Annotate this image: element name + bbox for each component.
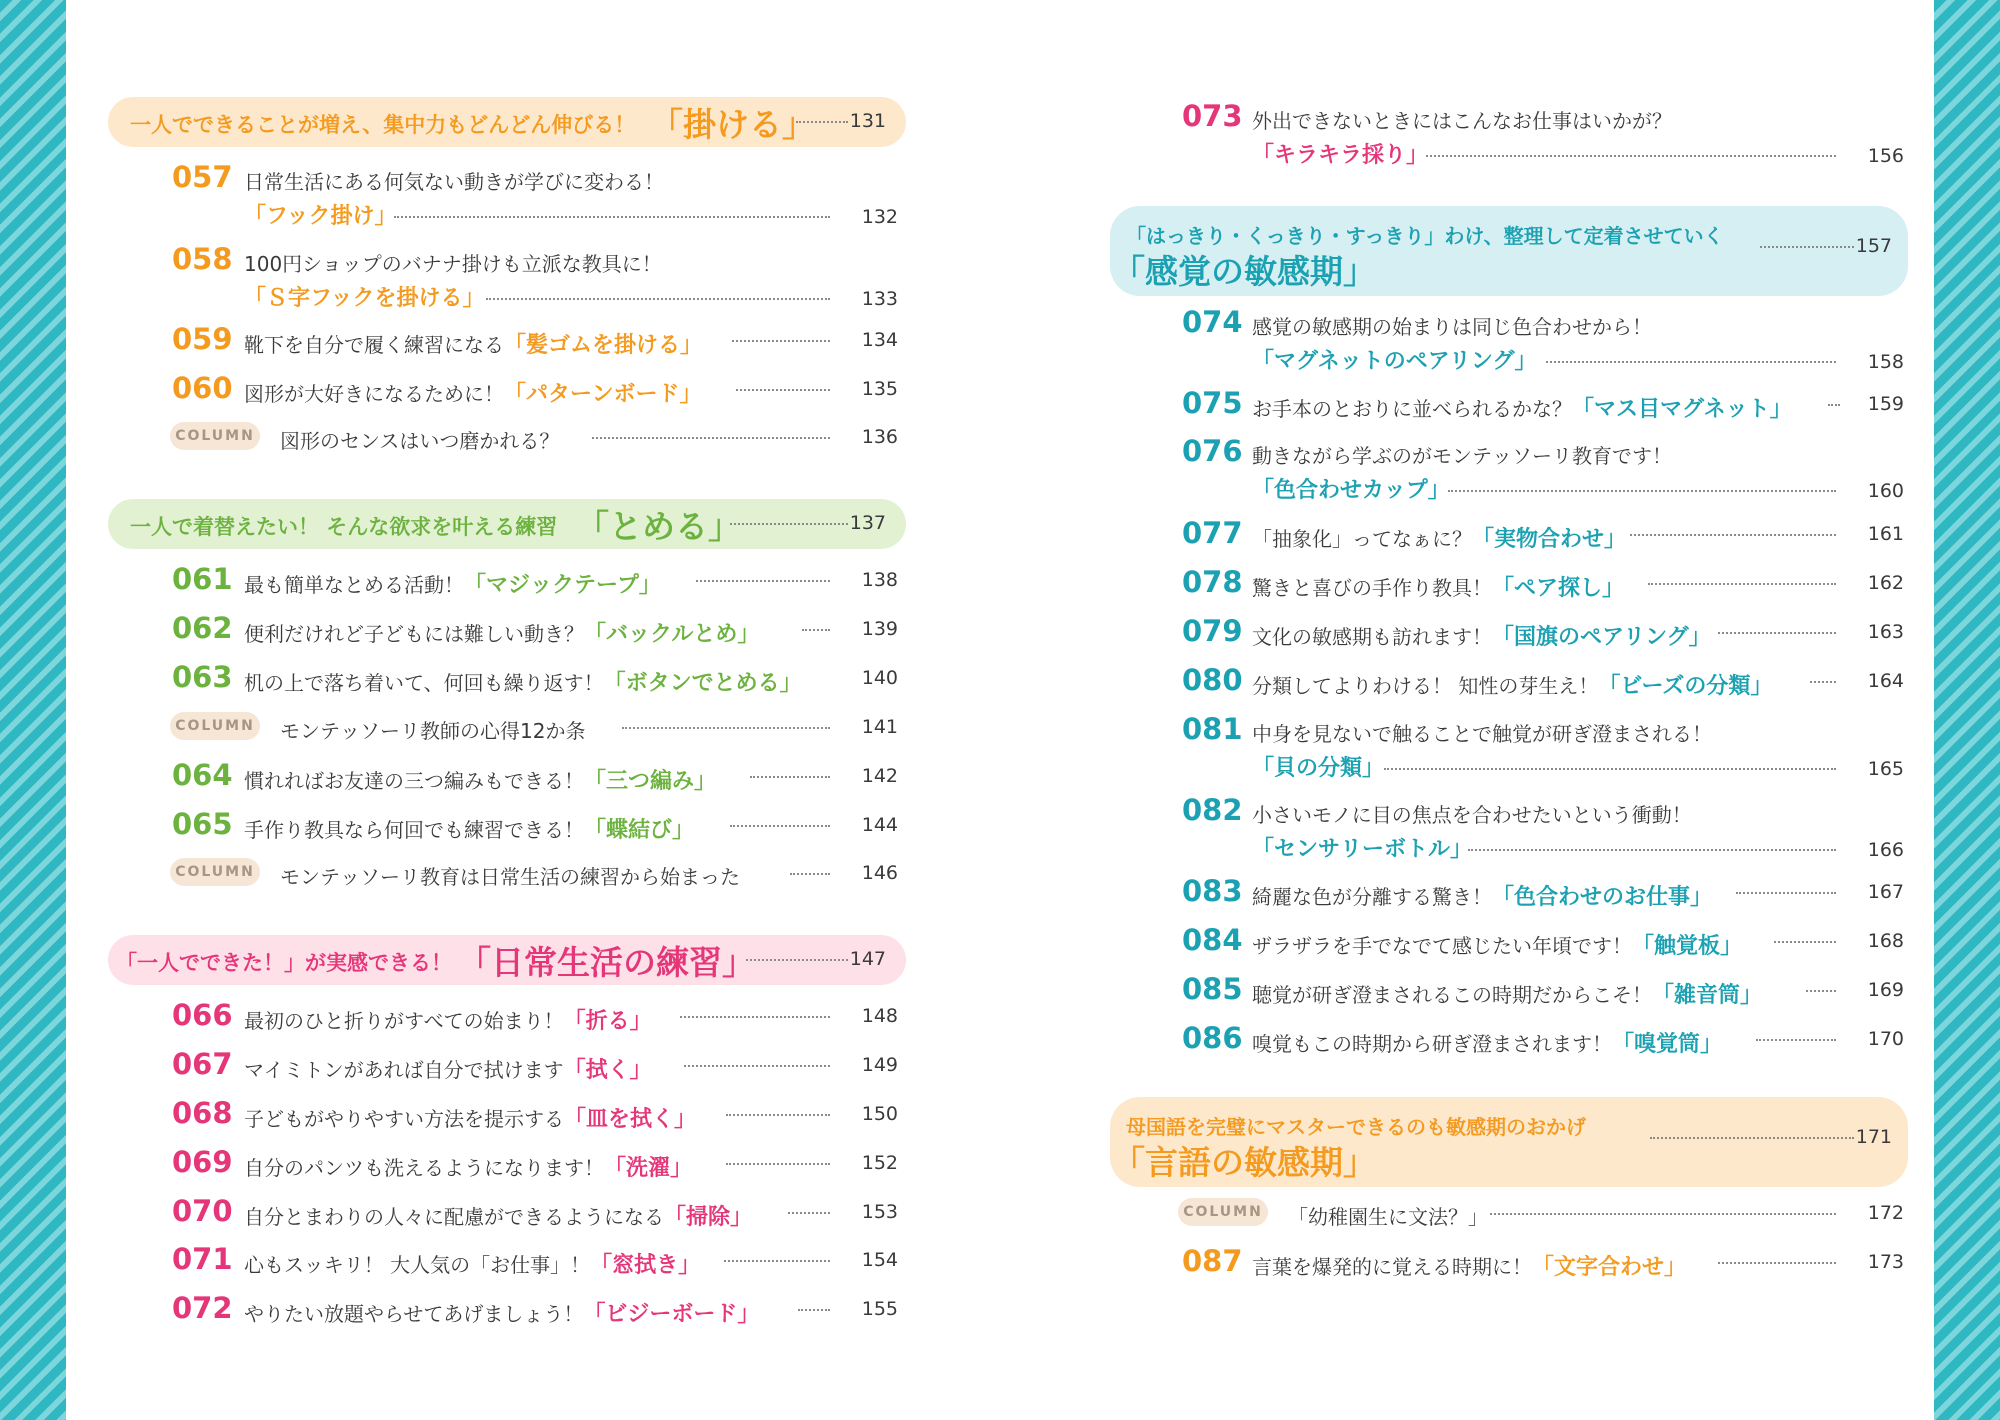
entry-description	[244, 377, 702, 408]
entry-highlight: 「キラキラ採り」	[1252, 143, 1429, 168]
section-header-kakeru[interactable]	[108, 97, 906, 147]
page-number: 164	[1867, 670, 1904, 692]
entry-number: 058	[172, 242, 233, 276]
entry-number: 078	[1182, 565, 1243, 599]
entry-number: 062	[172, 611, 233, 645]
toc-entry-059[interactable]	[108, 322, 908, 358]
dot-leader	[1426, 155, 1836, 157]
dot-leader	[736, 389, 830, 391]
entry-description: 中身を見ないで触ることで触覚が研ぎ澄まされる！	[1252, 722, 1712, 746]
entry-number: 065	[172, 807, 233, 841]
page-number: 148	[861, 1005, 898, 1027]
dot-leader	[732, 340, 830, 342]
entry-number: 086	[1182, 1021, 1243, 1055]
section-subtitle: 一人でできることが増え、集中力もどんどん伸びる！	[130, 113, 636, 137]
entry-number: 066	[172, 998, 233, 1032]
page-number: 154	[861, 1249, 898, 1271]
entry-description: 「幼稚園生に文法？」	[1288, 1205, 1488, 1229]
page-number: 152	[861, 1152, 898, 1174]
entry-number: 071	[172, 1242, 233, 1276]
page-number: 149	[861, 1054, 898, 1076]
entry-highlight: 「マグネットのペアリング」	[1252, 349, 1537, 374]
dot-leader	[696, 580, 830, 582]
entry-description: モンテッソーリ教師の心得12か条	[280, 719, 586, 743]
page-number: 162	[1867, 572, 1904, 594]
section-header-language[interactable]	[1110, 1097, 1908, 1187]
page-number: 171	[1855, 1126, 1892, 1148]
entry-description	[1252, 620, 1711, 651]
entry-text: やりたい放題やらせてあげましょう！	[244, 1302, 584, 1326]
entry-text: 最初のひと折りがすべての始まり！	[244, 1009, 564, 1033]
section-subtitle: 「一人でできた！」が実感できる！	[116, 951, 452, 975]
entry-number: 057	[172, 160, 233, 194]
entry-highlight: 「センサリーボトル」	[1252, 837, 1473, 862]
entry-number: 067	[172, 1047, 233, 1081]
dot-leader	[1650, 1137, 1854, 1139]
entry-text: 言葉を爆発的に覚える時期に！	[1252, 1255, 1532, 1279]
column-badge: COLUMN	[1178, 1198, 1268, 1226]
section-title: 「とめる」	[576, 507, 741, 546]
toc-entry-075[interactable]	[1114, 386, 1914, 422]
entry-description	[1252, 571, 1624, 602]
page-number: 134	[861, 329, 898, 351]
entry-number: 069	[172, 1145, 233, 1179]
toc-entry-078[interactable]	[1114, 565, 1914, 601]
dot-leader	[796, 121, 848, 123]
dot-leader	[684, 1065, 830, 1067]
dot-leader	[788, 1212, 830, 1214]
page-number: 140	[861, 667, 898, 689]
dot-leader	[746, 959, 848, 961]
entry-text: 分類してよりわける！ 知性の芽生え！	[1252, 674, 1599, 698]
entry-text: 図形が大好きになるために！	[244, 382, 504, 406]
entry-highlight: 「洗濯」	[604, 1156, 693, 1181]
dot-leader	[1718, 632, 1836, 634]
dot-leader	[486, 298, 830, 300]
dot-leader	[1384, 768, 1836, 770]
section-header-tomeru[interactable]	[108, 499, 906, 549]
toc-entry-060[interactable]	[108, 371, 908, 407]
entry-highlight: 「ペア探し」	[1492, 576, 1625, 601]
entry-highlight: 「蝶結び」	[584, 818, 695, 843]
dot-leader	[394, 216, 830, 218]
entry-text: マイミトンがあれば自分で拭けます	[244, 1058, 564, 1082]
toc-entry-081[interactable]	[1114, 712, 1914, 781]
page-number: 131	[849, 110, 886, 132]
toc-entry-058[interactable]	[108, 242, 908, 311]
page-number: 141	[861, 716, 898, 738]
entry-number: 060	[172, 371, 233, 405]
entry-description: 動きながら学ぶのがモンテッソーリ教育です！	[1252, 444, 1672, 468]
entry-number: 081	[1182, 712, 1243, 746]
entry-highlight: 「文字合わせ」	[1532, 1255, 1687, 1280]
toc-entry-084[interactable]	[1114, 923, 1914, 959]
toc-entry-057[interactable]	[108, 160, 908, 229]
entry-text: ザラザラを手でなでて感じたい年頃です！	[1252, 934, 1632, 958]
dot-leader	[1760, 246, 1854, 248]
dot-leader	[622, 727, 830, 729]
dot-leader	[1490, 1213, 1836, 1215]
entry-highlight: 「ビーズの分類」	[1598, 674, 1773, 699]
entry-text: 自分とまわりの人々に配慮ができるようになる	[244, 1205, 664, 1229]
entry-description	[1252, 522, 1626, 553]
column-badge: COLUMN	[170, 858, 260, 886]
toc-entry-082[interactable]	[1114, 793, 1914, 862]
page-number: 159	[1867, 393, 1904, 415]
entry-text: 机の上で落ち着いて、何回も繰り返す！	[244, 671, 604, 695]
entry-text: 嗅覚もこの時期から研ぎ澄まされます！	[1252, 1032, 1612, 1056]
dot-leader	[726, 1114, 830, 1116]
entry-highlight: 「マジックテープ」	[464, 573, 661, 598]
toc-entry-068[interactable]	[108, 1096, 908, 1132]
page-number: 137	[849, 512, 886, 534]
entry-description: 日常生活にある何気ない動きが学びに変わる！	[244, 170, 664, 194]
entry-highlight: 「拭く」	[563, 1058, 652, 1083]
dot-leader	[1774, 941, 1836, 943]
toc-entry-073[interactable]	[1114, 99, 1914, 168]
entry-description	[1252, 1027, 1722, 1058]
entry-text: 「抽象化」ってなぁに？	[1252, 527, 1472, 551]
entry-number: 070	[172, 1194, 233, 1228]
toc-entry-062[interactable]	[108, 611, 908, 647]
dot-leader	[802, 629, 830, 631]
toc-column-entry[interactable]	[108, 855, 908, 891]
entry-highlight: 「触覚板」	[1632, 934, 1743, 959]
dot-leader	[1806, 990, 1836, 992]
dot-leader	[592, 437, 830, 439]
page-number: 167	[1867, 881, 1904, 903]
page-number: 146	[861, 862, 898, 884]
entry-description	[1252, 1250, 1686, 1281]
entry-number: 080	[1182, 663, 1243, 697]
entry-description: 100円ショップのバナナ掛けも立派な教具に！	[244, 252, 662, 276]
column-badge: COLUMN	[170, 712, 260, 740]
entry-number: 074	[1182, 305, 1243, 339]
dot-leader	[1546, 361, 1836, 363]
column-badge: COLUMN	[170, 422, 260, 450]
entry-highlight: 「皿を拭く」	[564, 1107, 697, 1132]
entry-number: 077	[1182, 516, 1243, 550]
right-edge-stripe	[1934, 0, 2000, 1420]
toc-entry-085[interactable]	[1114, 972, 1914, 1008]
dot-leader	[798, 1309, 830, 1311]
entry-highlight: 「掃除」	[664, 1205, 753, 1230]
dot-leader	[730, 825, 830, 827]
entry-number: 072	[172, 1291, 233, 1325]
section-title: 「掛ける」	[650, 105, 815, 144]
entry-number: 063	[172, 660, 233, 694]
section-subtitle: 一人で着替えたい！ そんな欲求を叶える練習	[130, 515, 558, 539]
entry-text: 慣れればお友達の三つ編みもできる！	[244, 769, 584, 793]
entry-number: 059	[172, 322, 233, 356]
entry-highlight: 「色合わせカップ」	[1252, 478, 1450, 503]
entry-description	[1252, 880, 1712, 911]
entry-description	[244, 813, 694, 844]
entry-description	[244, 1004, 652, 1035]
page-number: 142	[861, 765, 898, 787]
section-subtitle: 「はっきり・くっきり・すっきり」わけ、整理して定着させていく	[1126, 224, 1724, 248]
entry-highlight: 「フック掛け」	[244, 204, 397, 229]
entry-highlight: 「パターンボード」	[504, 382, 702, 407]
entry-text: 便利だけれど子どもには難しい動き？	[244, 622, 584, 646]
page-number: 135	[861, 378, 898, 400]
toc-entry-070[interactable]	[108, 1194, 908, 1230]
dot-leader	[730, 523, 848, 525]
entry-description: モンテッソーリ教育は日常生活の練習から始まった	[280, 865, 740, 889]
entry-number: 083	[1182, 874, 1243, 908]
entry-text: 驚きと喜びの手作り教具！	[1252, 576, 1492, 600]
entry-highlight: 「折る」	[563, 1009, 652, 1034]
page-number: 138	[861, 569, 898, 591]
entry-highlight: 「嗅覚筒」	[1612, 1032, 1723, 1057]
entry-text: 文化の敏感期も訪れます！	[1252, 625, 1492, 649]
entry-description	[244, 1248, 700, 1279]
entry-number: 064	[172, 758, 233, 792]
entry-description	[244, 328, 702, 359]
dot-leader	[1828, 404, 1840, 406]
toc-entry-087[interactable]	[1114, 1244, 1914, 1280]
toc-entry-086[interactable]	[1114, 1021, 1914, 1057]
entry-number: 085	[1182, 972, 1243, 1006]
dot-leader	[726, 1163, 830, 1165]
dot-leader	[1718, 1262, 1836, 1264]
toc-entry-072[interactable]	[108, 1291, 908, 1327]
entry-highlight: 「Ｓ字フックを掛ける」	[244, 286, 485, 311]
entry-number: 068	[172, 1096, 233, 1130]
entry-description	[244, 764, 716, 795]
toc-column-entry[interactable]	[1114, 1195, 1914, 1231]
entry-highlight: 「バックルとめ」	[584, 622, 760, 647]
entry-number: 061	[172, 562, 233, 596]
section-title: 「言語の敏感期」	[1112, 1143, 1376, 1182]
toc-entry-067[interactable]	[108, 1047, 908, 1083]
entry-description	[244, 1200, 752, 1231]
entry-description	[244, 1102, 696, 1133]
entry-highlight: 「実物合わせ」	[1472, 527, 1627, 552]
entry-text: お手本のとおりに並べられるかな？	[1252, 397, 1572, 421]
entry-highlight: 「ビジーボード」	[583, 1302, 760, 1327]
entry-highlight: 「髪ゴムを掛ける」	[504, 333, 703, 358]
page-number: 156	[1867, 145, 1904, 167]
entry-number: 073	[1182, 99, 1243, 133]
page-number: 172	[1867, 1202, 1904, 1224]
toc-column-entry[interactable]	[108, 419, 908, 455]
entry-description	[244, 1297, 759, 1328]
entry-highlight: 「雑音筒」	[1652, 983, 1763, 1008]
entry-highlight: 「ボタンでとめる」	[603, 671, 802, 696]
toc-entry-083[interactable]	[1114, 874, 1914, 910]
page-number: 163	[1867, 621, 1904, 643]
section-title: 「日常生活の練習」	[458, 943, 755, 982]
dot-leader	[1630, 534, 1836, 536]
toc-entry-074[interactable]	[1114, 305, 1914, 374]
entry-description: 図形のセンスはいつ磨かれる？	[280, 429, 560, 453]
toc-entry-066[interactable]	[108, 998, 908, 1034]
entry-description: 小さいモノに目の焦点を合わせたいという衝動！	[1252, 803, 1692, 827]
page-number: 160	[1867, 480, 1904, 502]
entry-description	[244, 568, 661, 599]
dot-leader	[1448, 490, 1836, 492]
page-number: 166	[1867, 839, 1904, 861]
section-title: 「感覚の敏感期」	[1112, 252, 1376, 291]
entry-highlight: 「色合わせのお仕事」	[1492, 885, 1713, 910]
toc-column-entry[interactable]	[108, 709, 908, 745]
entry-number: 082	[1182, 793, 1243, 827]
entry-number: 079	[1182, 614, 1243, 648]
dot-leader	[680, 1016, 830, 1018]
page-number: 144	[861, 814, 898, 836]
toc-entry-064[interactable]	[108, 758, 908, 794]
entry-description	[1252, 669, 1772, 700]
dot-leader	[1736, 892, 1836, 894]
section-header-daily-life[interactable]	[108, 935, 906, 985]
entry-text: 聴覚が研ぎ澄まされるこの時期だからこそ！	[1252, 983, 1652, 1007]
section-header-sensory[interactable]	[1110, 206, 1908, 296]
dot-leader	[1648, 583, 1836, 585]
entry-description	[244, 1053, 652, 1084]
left-edge-stripe	[0, 0, 66, 1420]
dot-leader	[1468, 849, 1836, 851]
entry-text: 最も簡単なとめる活動！	[244, 573, 464, 597]
toc-entry-069[interactable]	[108, 1145, 908, 1181]
toc-entry-076[interactable]	[1114, 434, 1914, 503]
entry-text: 子どもがやりやすい方法を提示する	[244, 1107, 564, 1131]
entry-description	[1252, 929, 1742, 960]
entry-highlight: 「貝の分類」	[1252, 756, 1385, 781]
page-number: 155	[861, 1298, 898, 1320]
entry-description	[244, 617, 759, 648]
entry-highlight: 「マス目マグネット」	[1572, 397, 1792, 422]
page-number: 147	[849, 948, 886, 970]
page-number: 133	[861, 288, 898, 310]
toc-entry-071[interactable]	[108, 1242, 908, 1278]
page-number: 169	[1867, 979, 1904, 1001]
page-number: 132	[861, 206, 898, 228]
page-number: 165	[1867, 758, 1904, 780]
entry-description: 感覚の敏感期の始まりは同じ色合わせから！	[1252, 315, 1652, 339]
toc-entry-063[interactable]	[108, 660, 908, 696]
dot-leader	[1756, 1039, 1836, 1041]
entry-number: 076	[1182, 434, 1243, 468]
dot-leader	[790, 873, 830, 875]
page-number: 161	[1867, 523, 1904, 545]
entry-text: 心もスッキリ！ 大人気の「お仕事」！	[244, 1253, 591, 1277]
entry-description	[1252, 392, 1792, 423]
entry-highlight: 「窓拭き」	[590, 1253, 701, 1278]
entry-description	[244, 1151, 692, 1182]
page-number: 150	[861, 1103, 898, 1125]
page-number: 139	[861, 618, 898, 640]
page-number: 157	[1855, 235, 1892, 257]
entry-number: 087	[1182, 1244, 1243, 1278]
entry-description: 外出できないときにはこんなお仕事はいかが？	[1252, 109, 1672, 133]
entry-description	[244, 666, 802, 697]
toc-entry-061[interactable]	[108, 562, 908, 598]
toc-entry-065[interactable]	[108, 807, 908, 843]
page-number: 158	[1867, 351, 1904, 373]
dot-leader	[750, 776, 830, 778]
dot-leader	[724, 1260, 830, 1262]
toc-entry-080[interactable]	[1114, 663, 1914, 699]
page-number: 136	[861, 426, 898, 448]
toc-entry-077[interactable]	[1114, 516, 1914, 552]
section-subtitle: 母国語を完璧にマスターできるのも敏感期のおかげ	[1126, 1115, 1586, 1139]
entry-text: 自分のパンツも洗えるようになります！	[244, 1156, 604, 1180]
dot-leader	[1810, 681, 1836, 683]
toc-entry-079[interactable]	[1114, 614, 1914, 650]
page-number: 168	[1867, 930, 1904, 952]
entry-highlight: 「三つ編み」	[584, 769, 717, 794]
entry-highlight: 「国旗のペアリング」	[1492, 625, 1711, 650]
page-number: 170	[1867, 1028, 1904, 1050]
entry-text: 綺麗な色が分離する驚き！	[1252, 885, 1492, 909]
entry-number: 075	[1182, 386, 1243, 420]
entry-number: 084	[1182, 923, 1243, 957]
page-number: 153	[861, 1201, 898, 1223]
entry-text: 靴下を自分で履く練習になる	[244, 333, 504, 357]
page-number: 173	[1867, 1251, 1904, 1273]
entry-description	[1252, 978, 1762, 1009]
entry-text: 手作り教具なら何回でも練習できる！	[244, 818, 584, 842]
